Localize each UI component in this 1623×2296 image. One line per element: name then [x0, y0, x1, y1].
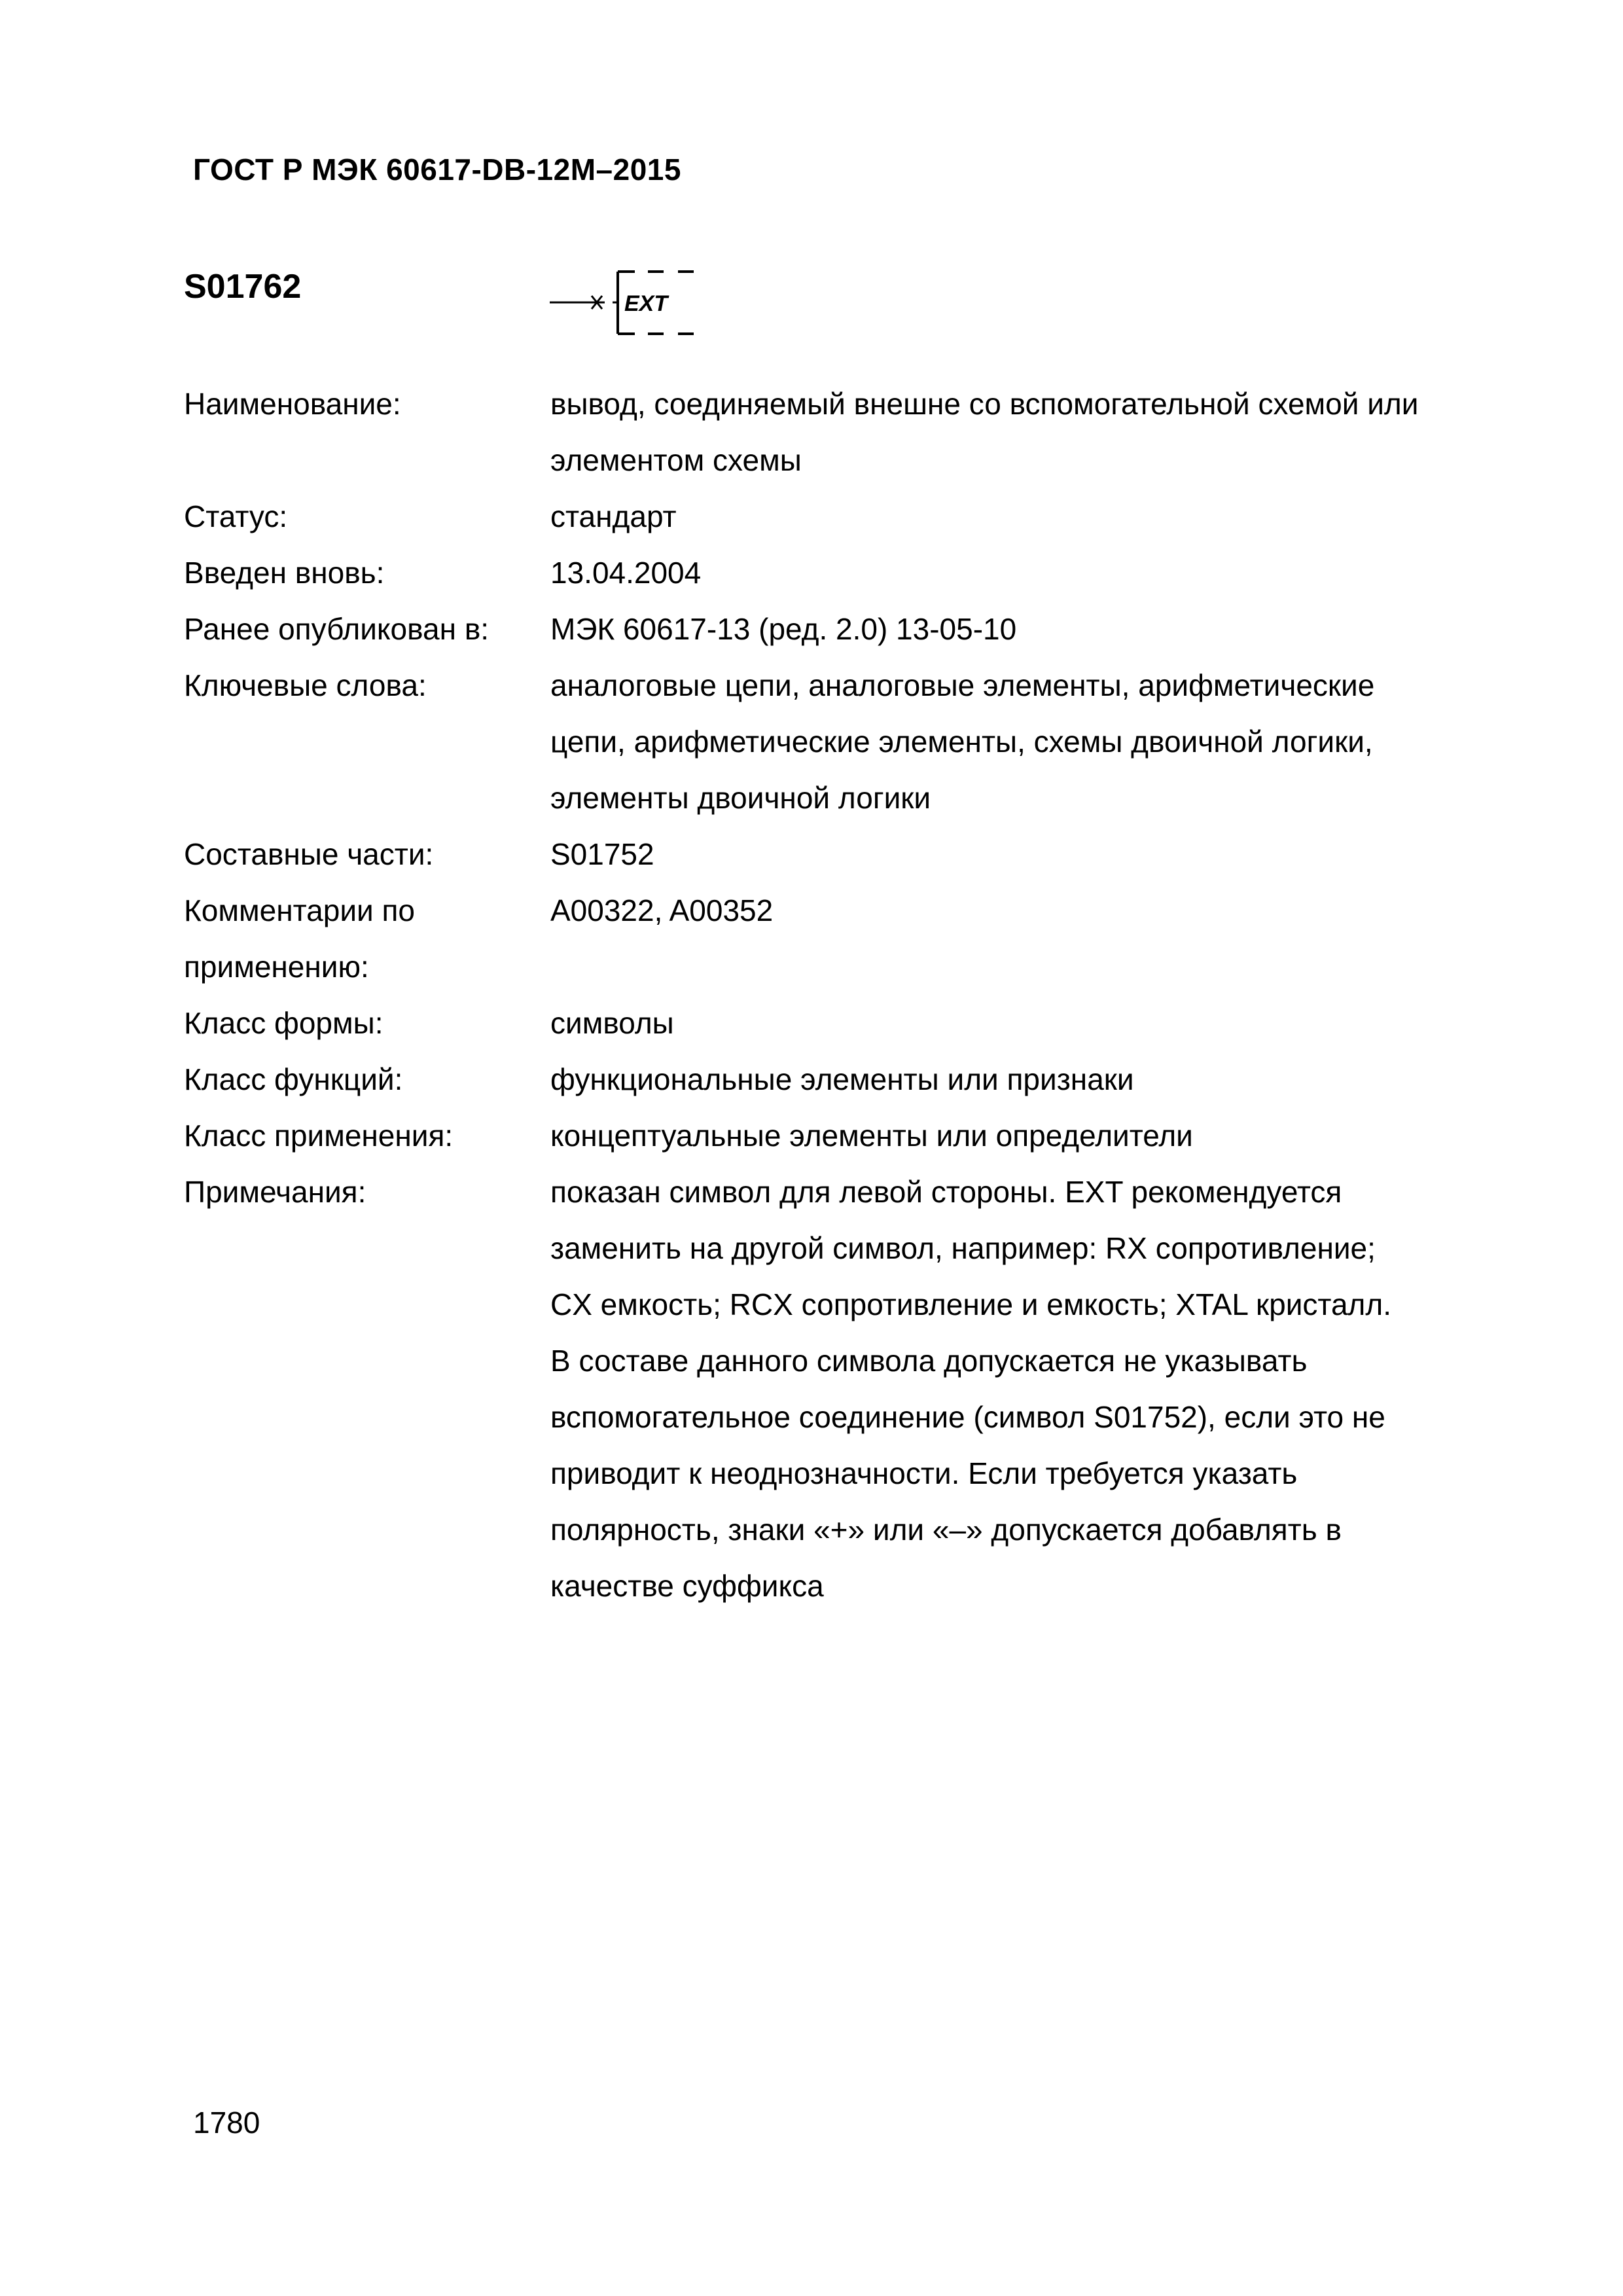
label-line: Примечания:: [184, 1175, 366, 1209]
value-line: вспомогательное соединение (символ S01752), если это не: [550, 1400, 1385, 1434]
field-row-keywords: [184, 657, 1525, 826]
label-line: Статус:: [184, 499, 288, 533]
field-value: [550, 545, 1506, 601]
field-label: [184, 545, 550, 601]
field-value: [550, 882, 1506, 939]
field-value: [550, 601, 1506, 657]
field-label: [184, 1107, 550, 1164]
field-row-components: [184, 826, 1525, 882]
field-label: [184, 1164, 550, 1220]
value-line: МЭК 60617-13 (ред. 2.0) 13-05-10: [550, 612, 1017, 646]
field-label: [184, 601, 550, 657]
value-line: В составе данного символа допускается не указывать: [550, 1344, 1308, 1378]
label-line: Наименование:: [184, 387, 401, 421]
field-label: [184, 657, 550, 713]
field-row-notes: [184, 1164, 1525, 1614]
field-row-previously-published: [184, 601, 1525, 657]
value-line: S01752: [550, 837, 654, 871]
value-line: элементы двоичной логики: [550, 781, 931, 815]
field-label: [184, 995, 550, 1051]
field-row-name: [184, 376, 1525, 488]
label-line: Составные части:: [184, 837, 434, 871]
attribute-table: [184, 376, 1525, 1614]
field-row-function-class: [184, 1051, 1525, 1107]
label-line: Введен вновь:: [184, 556, 385, 590]
value-line: символы: [550, 1006, 674, 1040]
label-line: Класс функций:: [184, 1062, 403, 1096]
field-value: [550, 995, 1506, 1051]
value-line: концептуальные элементы или определители: [550, 1119, 1193, 1153]
label-line: Класс применения:: [184, 1119, 454, 1153]
external-connection-symbol-icon: [550, 265, 700, 337]
field-label: [184, 882, 550, 995]
value-line: стандарт: [550, 499, 677, 533]
field-value: [550, 488, 1506, 545]
value-line: вывод, соединяемый внешне со вспомогательной схемой или: [550, 387, 1419, 421]
label-line: Ключевые слова:: [184, 668, 427, 702]
field-row-application-class: [184, 1107, 1525, 1164]
value-line: 13.04.2004: [550, 556, 702, 590]
label-line: Ранее опубликован в:: [184, 612, 490, 646]
value-line: приводит к неоднозначности. Если требуется указать: [550, 1456, 1298, 1490]
field-value: [550, 1164, 1506, 1614]
value-line: функциональные элементы или признаки: [550, 1062, 1134, 1096]
field-value: [550, 1107, 1506, 1164]
field-row-introduced: [184, 545, 1525, 601]
symbol-code: S01762: [184, 268, 302, 306]
label-line: Класс формы:: [184, 1006, 383, 1040]
field-label: [184, 488, 550, 545]
field-value: [550, 826, 1506, 882]
value-line: заменить на другой символ, например: RX сопротивление;: [550, 1231, 1376, 1265]
value-line: CX емкость; RCX сопротивление и емкость; XTAL кристалл.: [550, 1287, 1392, 1321]
field-row-application-comments: [184, 882, 1525, 995]
field-value: [550, 1051, 1506, 1107]
value-line: качестве суффикса: [550, 1569, 824, 1603]
field-row-form-class: [184, 995, 1525, 1051]
field-value: [550, 657, 1506, 826]
value-line: полярность, знаки «+» или «–» допускается добавлять в: [550, 1513, 1342, 1547]
value-line: аналоговые цепи, аналоговые элементы, арифметические: [550, 668, 1375, 702]
label-line: Комментарии по: [184, 893, 415, 927]
label-line: применению:: [184, 950, 369, 984]
value-line: A00322, A00352: [550, 893, 774, 927]
ext-label: EXT: [624, 291, 668, 316]
value-line: элементом схемы: [550, 443, 802, 477]
document-header: ГОСТ Р МЭК 60617-DB-12M–2015: [193, 152, 681, 187]
page-number: 1780: [193, 2106, 260, 2140]
field-label: [184, 826, 550, 882]
value-line: цепи, арифметические элементы, схемы двоичной логики,: [550, 725, 1373, 759]
field-row-status: [184, 488, 1525, 545]
field-label: [184, 376, 550, 432]
value-line: показан символ для левой стороны. EXT рекомендуется: [550, 1175, 1342, 1209]
field-label: [184, 1051, 550, 1107]
field-value: [550, 376, 1506, 488]
